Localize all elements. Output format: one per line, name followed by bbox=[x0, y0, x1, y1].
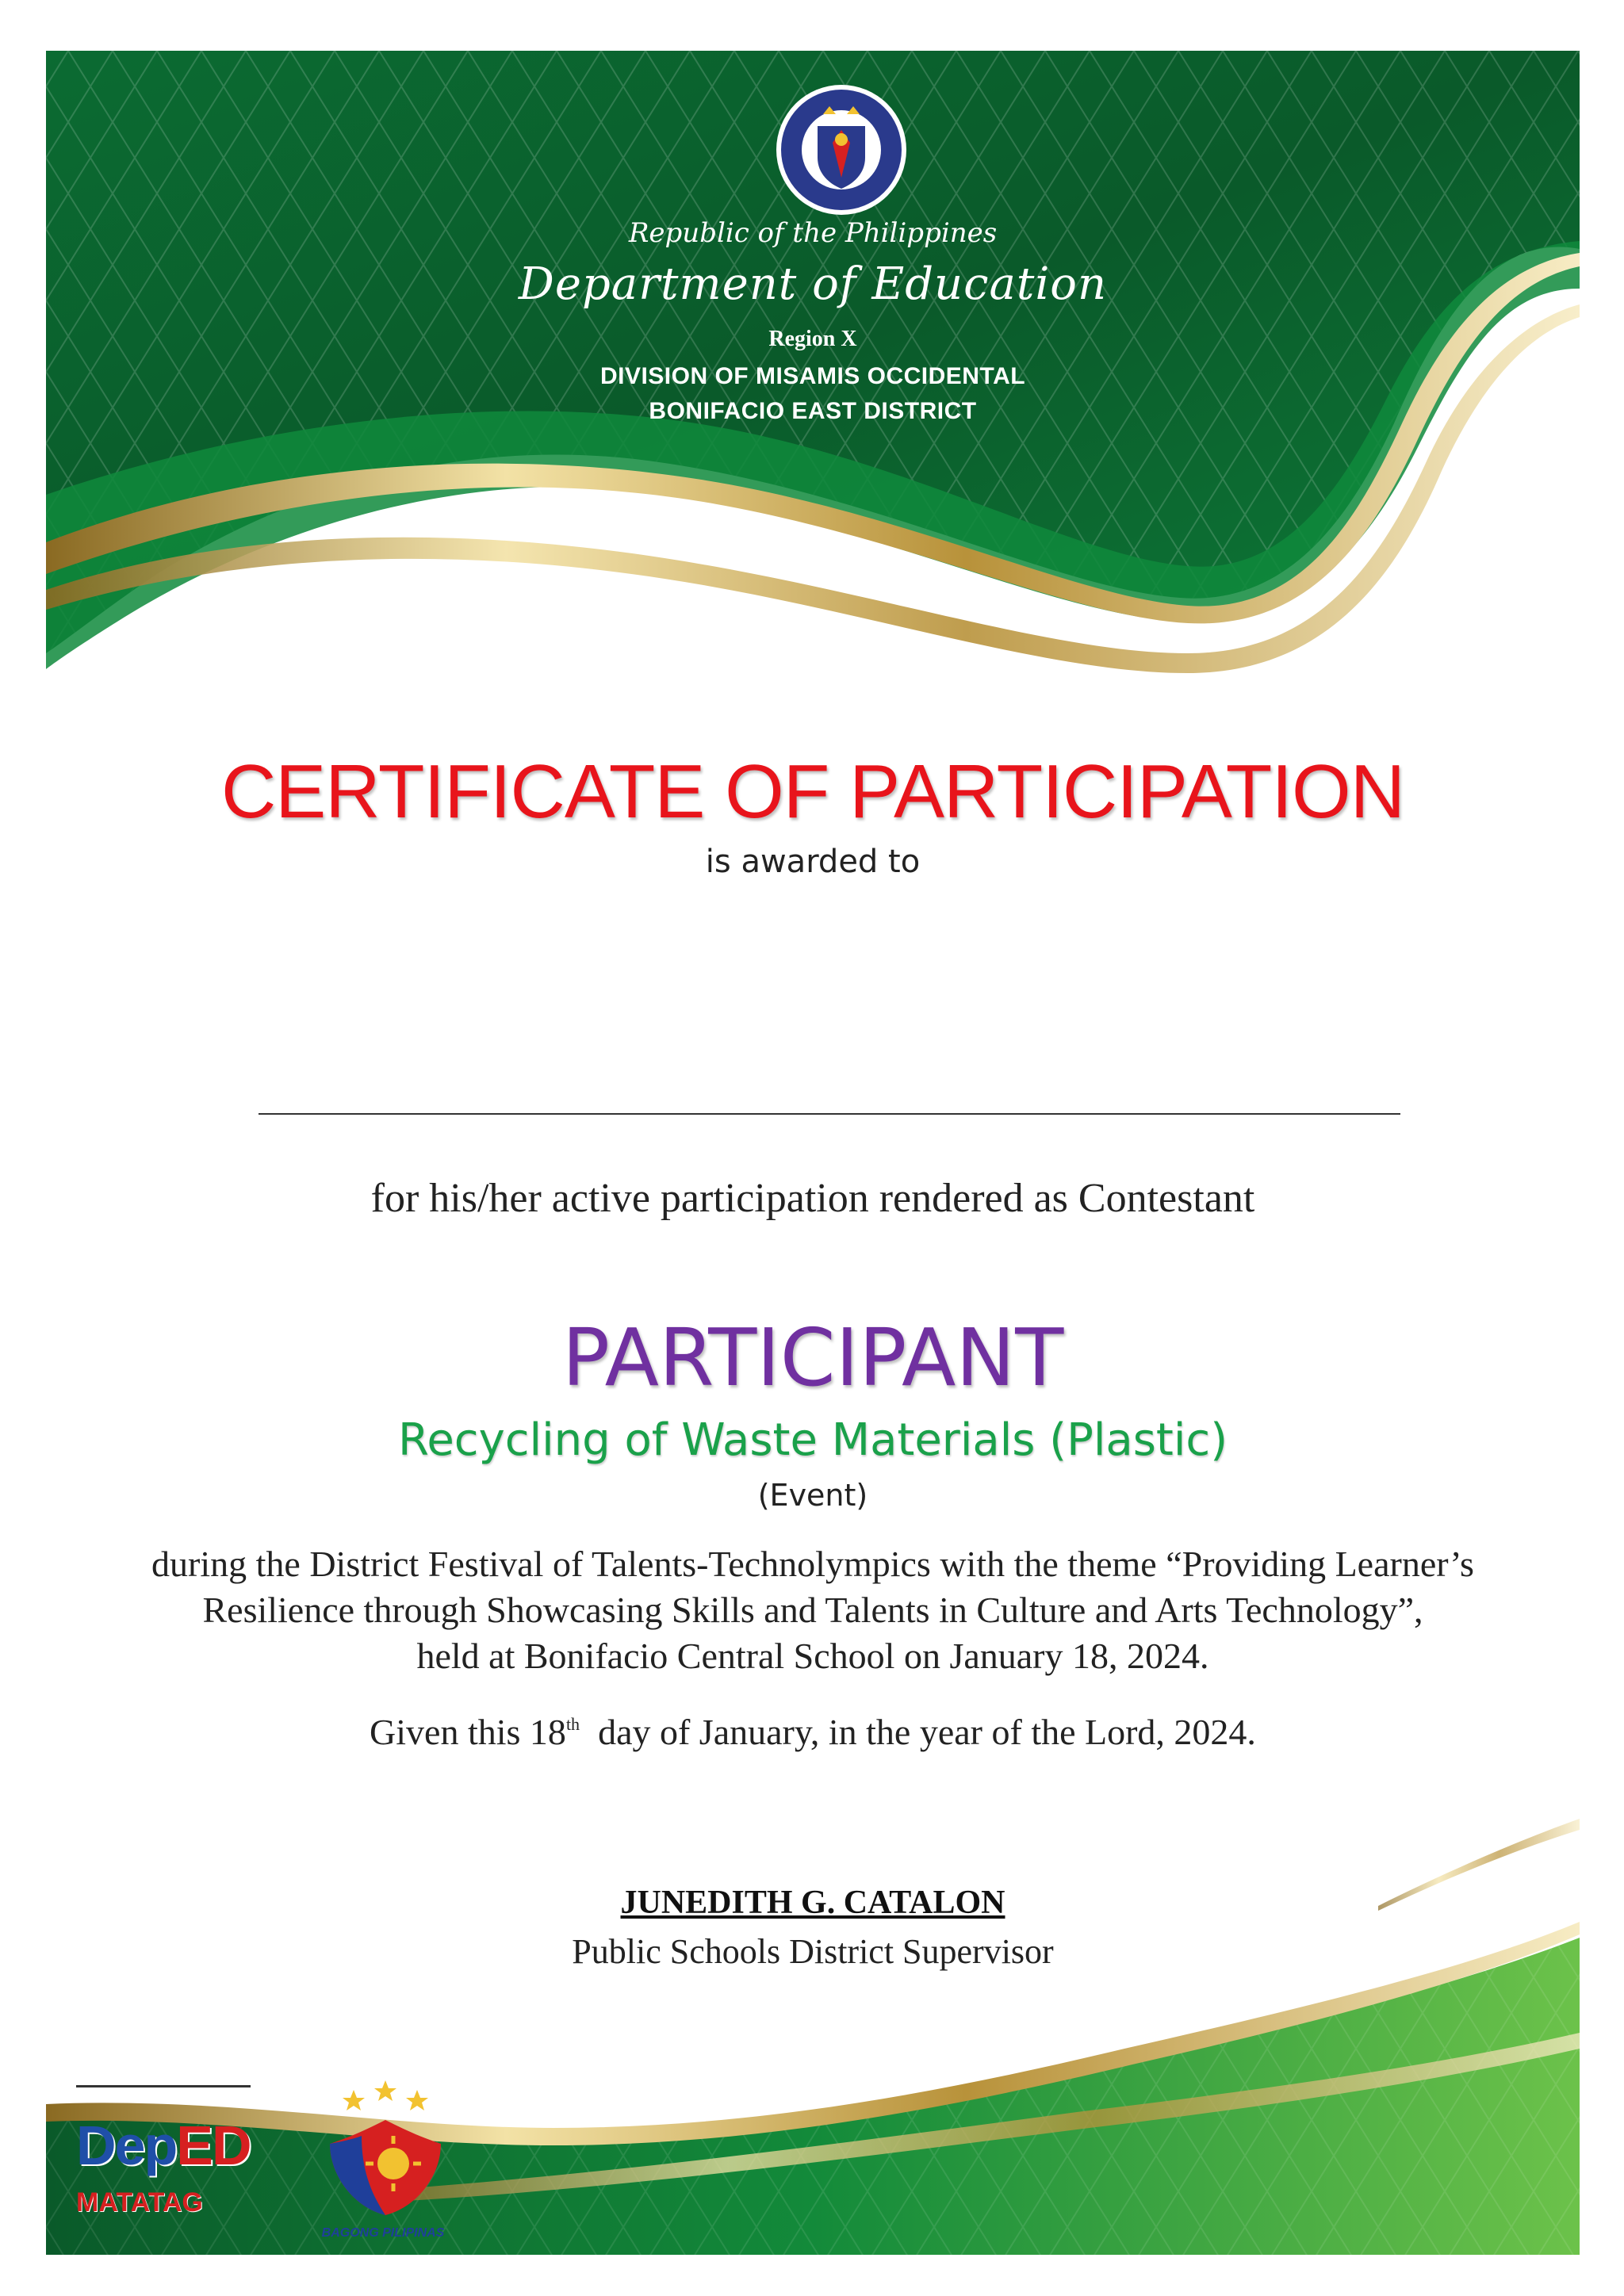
deped-seal-icon bbox=[774, 82, 909, 217]
award-label: PARTICIPANT bbox=[561, 1311, 1064, 1404]
awarded-to-label: is awarded to bbox=[705, 844, 921, 880]
recipient-name-line bbox=[259, 1113, 1400, 1115]
given-ordinal: th bbox=[565, 1714, 580, 1734]
signatory-name: JUNEDITH G. CATALON bbox=[620, 1885, 1005, 1921]
bagong-pilipinas-wordmark: BAGONG PILIPINAS bbox=[321, 2226, 445, 2240]
logo-divider bbox=[76, 2085, 251, 2087]
republic-label: Republic of the Philippines bbox=[628, 217, 998, 249]
given-prefix: Given this 18 bbox=[370, 1712, 566, 1752]
theme-line-1: during the District Festival of Talents-Technolympics with the theme “Providing Learner’s bbox=[151, 1544, 1474, 1584]
region-label: Region X bbox=[768, 327, 857, 351]
matatag-wordmark: MATATAG bbox=[76, 2187, 203, 2218]
division-label: DIVISION OF MISAMIS OCCIDENTAL bbox=[599, 363, 1026, 389]
certificate-title: CERTIFICATE OF PARTICIPATION bbox=[220, 749, 1405, 834]
department-label: Department of Education bbox=[518, 258, 1108, 310]
given-date-line bbox=[46, 1711, 1580, 1753]
theme-line-3: held at Bonifacio Central School on January 18, 2024. bbox=[416, 1636, 1209, 1676]
deped-wordmark: DepED bbox=[76, 2114, 251, 2176]
deped-matatag-logo bbox=[76, 2085, 259, 2218]
theme-line-2: Resilience through Showcasing Skills and Talents in Culture and Arts Technology”, bbox=[202, 1590, 1423, 1630]
certificate-page bbox=[46, 51, 1580, 2255]
participation-statement: for his/her active participation rendered as Contestant bbox=[370, 1176, 1255, 1221]
district-label: BONIFACIO EAST DISTRICT bbox=[649, 398, 977, 424]
theme-paragraph bbox=[46, 1541, 1580, 1679]
event-name: Recycling of Waste Materials (Plastic) bbox=[397, 1414, 1228, 1466]
event-label: (Event) bbox=[757, 1478, 868, 1513]
bagong-pilipinas-logo-icon bbox=[298, 2080, 473, 2231]
given-suffix: day of January, in the year of the Lord, 2024. bbox=[580, 1712, 1256, 1752]
signatory-title: Public Schools District Supervisor bbox=[572, 1932, 1054, 1971]
